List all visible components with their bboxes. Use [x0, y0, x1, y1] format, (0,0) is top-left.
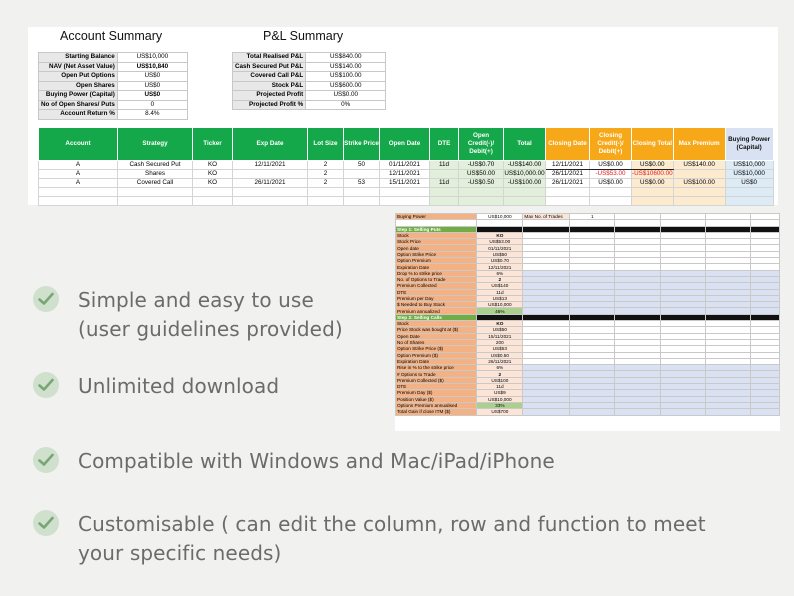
- account-summary-value[interactable]: US$10,840: [117, 62, 187, 72]
- column-header[interactable]: Closing Date: [546, 128, 590, 161]
- buying-power-value[interactable]: US$10,000: [477, 214, 523, 220]
- step-title: Step 2: Selling Calls: [396, 314, 477, 320]
- table-cell[interactable]: [344, 188, 380, 197]
- table-cell[interactable]: 26/11/2021: [233, 179, 308, 188]
- empty-cell[interactable]: [615, 409, 660, 415]
- calc-label: Premium Day ($): [396, 390, 477, 396]
- table-cell[interactable]: Shares: [118, 170, 193, 179]
- calc-label: Option Premium ($): [396, 352, 477, 358]
- feature-text: [78, 286, 343, 344]
- calc-value[interactable]: US$700: [477, 409, 523, 415]
- spreadsheet-summary: [28, 27, 778, 205]
- table-cell[interactable]: US$0: [725, 179, 773, 188]
- table-cell[interactable]: [380, 196, 430, 205]
- table-cell[interactable]: [459, 196, 504, 205]
- calc-label: Premium per Day: [396, 295, 477, 301]
- table-cell[interactable]: A: [39, 179, 118, 188]
- table-cell[interactable]: 12/11/2021: [546, 161, 590, 170]
- feature-item: [33, 286, 343, 344]
- feature-item: [33, 510, 706, 568]
- trades-table: [38, 127, 774, 206]
- column-header[interactable]: Lot Size: [308, 128, 344, 161]
- pl-summary-value[interactable]: US$840.00: [306, 53, 386, 63]
- max-trades-label: Max No. of Trades: [523, 214, 570, 220]
- calc-value[interactable]: 11d: [477, 384, 523, 390]
- table-cell[interactable]: Covered Call: [118, 179, 193, 188]
- column-header[interactable]: Open Credit(-)/ Debit(+): [459, 128, 504, 161]
- table-cell[interactable]: US$100.00: [673, 179, 725, 188]
- account-summary-value[interactable]: US$0: [117, 72, 187, 82]
- calc-value[interactable]: 2: [477, 276, 523, 282]
- calc-label: DTE: [396, 289, 477, 295]
- calc-label: Stock: [396, 321, 477, 327]
- table-cell[interactable]: [673, 170, 725, 179]
- table-cell[interactable]: KO: [193, 161, 233, 170]
- table-cell[interactable]: [673, 196, 725, 205]
- account-summary-label: Open Put Options: [39, 72, 118, 82]
- pl-summary-value[interactable]: US$100.00: [306, 72, 386, 82]
- calc-value[interactable]: US$53: [477, 346, 523, 352]
- calc-value[interactable]: US$9: [477, 390, 523, 396]
- table-cell[interactable]: [233, 196, 308, 205]
- pl-summary-label: Cash Secured Put P&L: [233, 62, 306, 72]
- table-cell[interactable]: [233, 170, 308, 179]
- table-cell[interactable]: 26/11/2021: [546, 170, 590, 179]
- calc-value[interactable]: 200: [477, 339, 523, 345]
- calc-label: Expiration Date: [396, 358, 477, 364]
- calc-value[interactable]: 26/11/2021: [477, 358, 523, 364]
- table-cell[interactable]: 2: [308, 161, 344, 170]
- table-cell[interactable]: US$10,000: [725, 170, 773, 179]
- pl-summary-table: [232, 52, 386, 110]
- calc-label: $ Needed to Buy Stock: [396, 302, 477, 308]
- calc-label: DTE: [396, 384, 477, 390]
- account-summary-value[interactable]: US$0: [117, 81, 187, 91]
- table-cell[interactable]: -US$0.50: [459, 179, 504, 188]
- account-summary-value[interactable]: US$10,000: [117, 53, 187, 63]
- table-cell[interactable]: [459, 188, 504, 197]
- table-cell[interactable]: [193, 188, 233, 197]
- calc-value[interactable]: US$13: [477, 295, 523, 301]
- table-row: [39, 170, 774, 179]
- table-cell[interactable]: US$0.00: [590, 161, 632, 170]
- pl-summary-value[interactable]: 0%: [306, 100, 386, 110]
- pl-summary-title: P&L Summary: [263, 29, 344, 43]
- table-cell[interactable]: -US$140.00: [504, 161, 546, 170]
- table-cell[interactable]: [308, 188, 344, 197]
- table-cell[interactable]: 11d: [430, 161, 459, 170]
- calc-value[interactable]: 01/11/2021: [477, 245, 523, 251]
- calc-label: Option Premium: [396, 258, 477, 264]
- empty-cell[interactable]: [660, 409, 705, 415]
- table-cell[interactable]: [39, 188, 118, 197]
- table-row: [39, 161, 774, 170]
- calc-value[interactable]: US$10,000: [477, 396, 523, 402]
- table-cell[interactable]: A: [39, 161, 118, 170]
- table-cell[interactable]: [233, 188, 308, 197]
- table-cell[interactable]: US$10,000: [725, 161, 773, 170]
- table-cell[interactable]: [430, 196, 459, 205]
- pl-summary-label: Covered Call P&L: [233, 72, 306, 82]
- column-header[interactable]: Closing Total: [632, 128, 674, 161]
- calc-label: Premium annualized: [396, 308, 477, 314]
- calc-label: Option Strike Price: [396, 251, 477, 257]
- table-cell[interactable]: -US$0.70: [459, 161, 504, 170]
- calc-label: Drop % to strike price: [396, 270, 477, 276]
- table-cell[interactable]: [632, 196, 674, 205]
- column-header[interactable]: Ticker: [193, 128, 233, 161]
- calc-label: No. of Options to Trade: [396, 276, 477, 282]
- calc-value[interactable]: US$50: [477, 251, 523, 257]
- table-cell[interactable]: [725, 188, 773, 197]
- check-icon: [33, 372, 59, 398]
- table-cell[interactable]: [344, 196, 380, 205]
- table-cell[interactable]: US$0.00: [632, 179, 674, 188]
- table-cell[interactable]: [193, 196, 233, 205]
- column-header[interactable]: Total: [504, 128, 546, 161]
- calc-label: Price Stock was bought at ($): [396, 327, 477, 333]
- table-cell[interactable]: 50: [344, 161, 380, 170]
- calc-value[interactable]: US$50: [477, 327, 523, 333]
- column-header[interactable]: Exp Date: [233, 128, 308, 161]
- account-summary-label: Starting Balance: [39, 53, 118, 63]
- calc-label: Position Value ($): [396, 396, 477, 402]
- empty-cell[interactable]: [523, 409, 570, 415]
- table-cell[interactable]: [504, 188, 546, 197]
- step-title: Step 1: Selling Puts: [396, 226, 477, 232]
- table-cell[interactable]: -US$10600.00: [632, 170, 673, 177]
- feature-item: [33, 447, 555, 476]
- calc-label: Option Strike Price ($): [396, 346, 477, 352]
- calc-label: Open Date: [396, 333, 477, 339]
- table-row: [39, 196, 774, 205]
- calc-value[interactable]: 12/11/2021: [477, 264, 523, 270]
- check-icon: [33, 447, 59, 473]
- column-header[interactable]: Buying Power (Capital): [725, 128, 773, 161]
- calc-label: Premium Collected ($): [396, 377, 477, 383]
- pl-summary-label: Stock P&L: [233, 81, 306, 91]
- pl-summary-value[interactable]: US$140.00: [306, 62, 386, 72]
- column-header[interactable]: Strike Price: [344, 128, 380, 161]
- table-cell[interactable]: US$10,000.00: [504, 170, 545, 177]
- table-cell[interactable]: [118, 196, 193, 205]
- calculator-table: [395, 213, 780, 416]
- table-cell[interactable]: US$50.00: [459, 170, 504, 179]
- table-cell[interactable]: US$140.00: [673, 161, 725, 170]
- table-cell[interactable]: [39, 196, 118, 205]
- table-cell[interactable]: 2: [308, 170, 344, 179]
- calc-value[interactable]: 46%: [477, 308, 523, 314]
- account-summary-row: [39, 91, 188, 101]
- column-header[interactable]: Account: [39, 128, 118, 161]
- feature-line-1: Simple and easy to use: [78, 288, 314, 312]
- calc-label: Open date: [396, 245, 477, 251]
- table-cell[interactable]: A: [39, 170, 118, 179]
- pl-summary-row: [233, 53, 386, 63]
- account-summary-label: Account Return %: [39, 110, 118, 120]
- table-cell[interactable]: [632, 188, 674, 197]
- calc-row: [396, 409, 780, 415]
- feature-text: [78, 510, 706, 568]
- empty-cell[interactable]: [570, 409, 615, 415]
- table-row: [39, 188, 774, 197]
- feature-line-1: Compatible with Windows and Mac/iPad/iPhone: [78, 449, 555, 473]
- account-summary-row: [39, 81, 188, 91]
- table-cell[interactable]: Cash Secured Put: [118, 161, 193, 170]
- table-cell[interactable]: 11d: [430, 179, 459, 188]
- calc-value[interactable]: 6%: [477, 365, 523, 371]
- table-cell[interactable]: [504, 196, 546, 205]
- account-summary-label: Open Shares: [39, 81, 118, 91]
- calc-value[interactable]: US$140: [477, 283, 523, 289]
- feature-line-2: your specific needs): [78, 541, 282, 565]
- column-header[interactable]: DTE: [430, 128, 459, 161]
- pl-summary-row: [233, 91, 386, 101]
- table-cell[interactable]: 15/11/2021: [380, 179, 430, 188]
- feature-text: [78, 372, 279, 401]
- column-header[interactable]: Closing Credit(-)/ Debit(+): [590, 128, 632, 161]
- table-cell[interactable]: 12/11/2021: [233, 161, 308, 170]
- empty-cell[interactable]: [751, 409, 780, 415]
- table-cell[interactable]: [546, 188, 590, 197]
- pl-summary-label: Total Realised P&L: [233, 53, 306, 63]
- account-summary-label: Buying Power (Capital): [39, 91, 118, 101]
- table-cell[interactable]: [673, 188, 725, 197]
- column-header[interactable]: Strategy: [118, 128, 193, 161]
- calc-label: # Options to Trade: [396, 371, 477, 377]
- account-summary-row: [39, 72, 188, 82]
- account-summary-title: Account Summary: [60, 29, 163, 43]
- calc-label: Stock Price: [396, 239, 477, 245]
- table-cell[interactable]: KO: [193, 170, 233, 179]
- table-cell[interactable]: [725, 196, 773, 205]
- calc-value[interactable]: US$10,000: [477, 302, 523, 308]
- pl-summary-row: [233, 62, 386, 72]
- options-calculator-sheet: [395, 213, 780, 431]
- check-icon: [33, 286, 59, 312]
- table-row: [39, 179, 774, 188]
- table-cell[interactable]: -US$100.00: [504, 179, 546, 188]
- calc-label: Premium Collected: [396, 283, 477, 289]
- feature-line-2: (user guidelines provided): [78, 317, 343, 341]
- calc-value[interactable]: US$0.50: [477, 352, 523, 358]
- table-cell[interactable]: [590, 188, 632, 197]
- table-cell[interactable]: 53: [344, 179, 380, 188]
- table-cell[interactable]: [380, 188, 430, 197]
- table-cell[interactable]: 01/11/2021: [380, 161, 430, 170]
- account-summary-row: [39, 110, 188, 120]
- account-summary-value[interactable]: 0: [117, 100, 187, 110]
- account-summary-row: [39, 62, 188, 72]
- table-cell[interactable]: KO: [193, 179, 233, 188]
- feature-line-1: Unlimited download: [78, 374, 280, 398]
- table-cell[interactable]: [546, 196, 590, 205]
- pl-summary-label: Projected Profit: [233, 91, 306, 101]
- calc-value[interactable]: 15/11/2021: [477, 333, 523, 339]
- account-summary-label: NAV (Net Asset Value): [39, 62, 118, 72]
- table-cell[interactable]: -US$53.00: [590, 170, 632, 179]
- pl-summary-row: [233, 100, 386, 110]
- table-cell[interactable]: 26/11/2021: [546, 179, 590, 188]
- calc-value[interactable]: US$0.70: [477, 258, 523, 264]
- calc-label: No of Shares: [396, 339, 477, 345]
- feature-line-1: Customisable ( can edit the column, row and function to meet: [78, 512, 706, 536]
- feature-item: [33, 372, 279, 401]
- table-cell[interactable]: [118, 188, 193, 197]
- column-header[interactable]: Open Date: [380, 128, 430, 161]
- pl-summary-row: [233, 72, 386, 82]
- calc-value[interactable]: 33%: [477, 402, 523, 408]
- pl-summary-value[interactable]: US$0.00: [306, 91, 386, 101]
- pl-summary-row: [233, 81, 386, 91]
- table-cell[interactable]: [430, 170, 459, 179]
- calc-label: Total Gain if close ITM ($): [396, 409, 477, 415]
- calc-value[interactable]: 11d: [477, 289, 523, 295]
- account-summary-row: [39, 53, 188, 63]
- account-summary-row: [39, 100, 188, 110]
- calc-value[interactable]: KO: [477, 232, 523, 238]
- calc-value[interactable]: US$53.00: [477, 239, 523, 245]
- table-cell[interactable]: [430, 188, 459, 197]
- column-header[interactable]: Max Premium: [673, 128, 725, 161]
- calc-value[interactable]: US$100: [477, 377, 523, 383]
- check-icon: [33, 510, 59, 536]
- calc-value[interactable]: 2: [477, 371, 523, 377]
- table-cell[interactable]: [308, 196, 344, 205]
- calc-label: Expiration Date: [396, 264, 477, 270]
- pl-summary-value[interactable]: US$600.00: [306, 81, 386, 91]
- table-cell[interactable]: 12/11/2021: [380, 170, 430, 179]
- table-cell[interactable]: US$0.00: [632, 161, 674, 170]
- table-cell[interactable]: [590, 196, 632, 205]
- empty-cell[interactable]: [705, 409, 750, 415]
- table-cell[interactable]: [344, 170, 380, 179]
- account-summary-label: No of Open Shares/ Puts: [39, 100, 118, 110]
- feature-text: [78, 447, 555, 476]
- calc-label: Options Premium annualised: [396, 402, 477, 408]
- table-cell[interactable]: 2: [308, 179, 344, 188]
- calc-value[interactable]: 6%: [477, 270, 523, 276]
- max-trades-value[interactable]: 1: [570, 214, 615, 220]
- account-summary-value[interactable]: 8.4%: [117, 110, 187, 120]
- table-cell[interactable]: US$0.00: [590, 179, 632, 188]
- calc-label: Stock: [396, 232, 477, 238]
- calc-value[interactable]: KO: [477, 321, 523, 327]
- account-summary-table: [38, 52, 188, 120]
- pl-summary-label: Projected Profit %: [233, 100, 306, 110]
- buying-power-label: Buying Power: [396, 214, 477, 220]
- account-summary-value[interactable]: US$0: [117, 91, 187, 101]
- calc-label: Rise in % to the strike price: [396, 365, 477, 371]
